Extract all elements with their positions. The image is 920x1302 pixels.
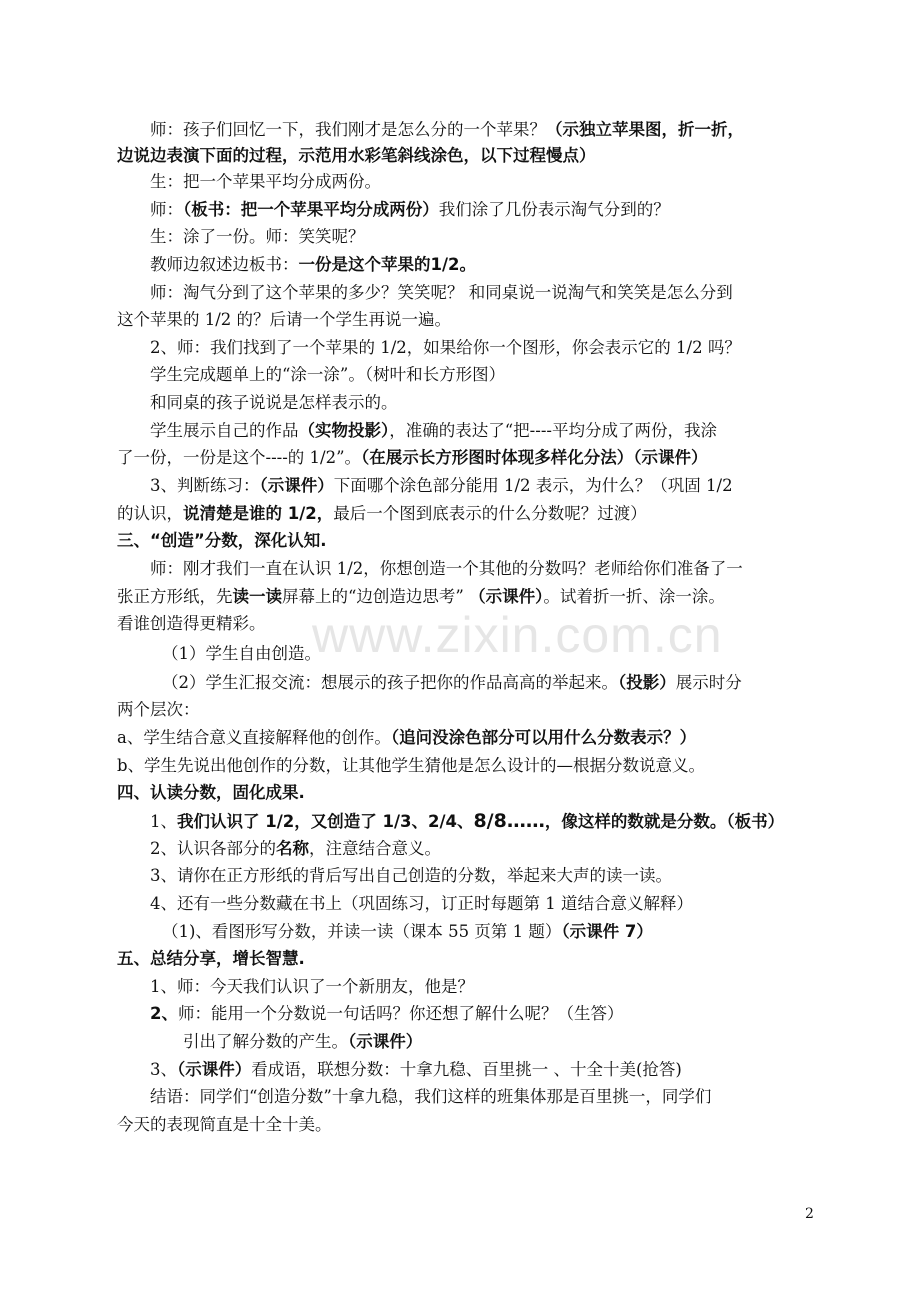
text-line <box>150 974 850 1000</box>
text-span: 师： <box>150 200 183 219</box>
text-span: 生：涂了一份。师：笑笑呢？ <box>150 227 365 246</box>
text-line <box>150 224 850 250</box>
text-line <box>150 117 850 143</box>
bold-span: 2、 <box>150 1004 178 1023</box>
bold-span: （示课件） <box>469 587 544 606</box>
bold-span: 8/8…… <box>473 810 545 832</box>
text-line <box>150 891 850 917</box>
bold-span: 说清楚是谁的 1/2， <box>183 504 334 523</box>
text-line <box>150 280 850 306</box>
bold-span: 我们认识了 1/2，又创造了 1/3、2/4、 <box>177 812 474 831</box>
text-span: 了一份，一份是这个----的 1/2”。 <box>117 448 362 467</box>
text-span: 引出了解分数的产生。 <box>183 1032 348 1051</box>
text-line <box>150 473 850 499</box>
text-span: 3、请你在正方形纸的背后写出自己创造的分数，举起来大声的读一读。 <box>150 866 672 885</box>
text-span: 4、还有一些分数藏在书上（巩固练习，订正时每题第 1 道结合意义解释） <box>150 894 693 913</box>
heading-text: 五、总结分享，增长智慧. <box>117 949 305 968</box>
bold-span: ，像这样的数就是分数。（板书） <box>544 812 785 831</box>
heading-text: 三、“创造”分数，深化认知. <box>117 531 327 550</box>
text-line <box>150 1084 850 1110</box>
text-line <box>150 252 850 278</box>
text-span: 学生完成题单上的“涂一涂”。（树叶和长方形图） <box>150 365 506 384</box>
text-line <box>117 584 817 610</box>
text-span: 屏幕上的“边创造边思考” <box>282 587 470 606</box>
bold-span: （示课件 7） <box>561 922 653 941</box>
text-span: 和同桌的孩子说说是怎样表示的。 <box>150 393 398 412</box>
text-span: 今天的表现简直是十全十美。 <box>117 1115 332 1134</box>
text-span: 看成语，联想分数：十拿九稳、百里挑一 、十全十美(抢答) <box>251 1060 682 1079</box>
text-line <box>150 197 850 223</box>
text-line <box>150 1001 850 1027</box>
bold-span: （实物投影） <box>298 421 390 440</box>
section-heading <box>117 946 817 972</box>
text-span: 这个苹果的 1/2 的？后请一个学生再说一遍。 <box>117 310 452 329</box>
text-line <box>117 307 817 333</box>
text-line <box>117 753 817 779</box>
text-span: 师：能用一个分数说一句话吗？你还想了解什么呢？（生答） <box>177 1004 624 1023</box>
text-span: b、学生先说出他创作的分数，让其他学生猜他是怎么设计的—根据分数说意义。 <box>117 756 706 775</box>
text-line <box>117 611 817 637</box>
text-line <box>162 919 862 945</box>
text-line <box>150 390 850 416</box>
text-span: a、学生结合意义直接解释他的创作。 <box>117 728 391 747</box>
text-span: 结语：同学们“创造分数”十拿九稳，我们这样的班集体那是百里挑一，同学们 <box>150 1087 712 1106</box>
text-line <box>117 143 817 169</box>
bold-span: 读一读 <box>232 587 282 606</box>
section-heading <box>117 528 817 554</box>
bold-span: （示独立苹果图，折一折， <box>546 120 744 139</box>
watermark: www.zixin.com.cn <box>312 607 723 663</box>
page-number: 2 <box>805 1206 814 1222</box>
text-line <box>117 445 817 471</box>
text-line <box>150 808 850 835</box>
text-line <box>162 670 862 696</box>
text-span: 师：淘气分到了这个苹果的多少？笑笑呢？ 和同桌说一说淘气和笑笑是怎么分到 <box>150 283 733 302</box>
text-span: （1）学生自由创造。 <box>162 644 321 663</box>
text-line <box>150 863 850 889</box>
text-span: 2、认识各部分的 <box>150 839 276 858</box>
bold-span: 边说边表演下面的过程，示范用水彩笔斜线涂色，以下过程慢点） <box>117 146 596 165</box>
text-span: 我们涂了几份表示淘气分到的？ <box>438 200 670 219</box>
text-line <box>150 418 850 444</box>
text-line <box>117 725 817 751</box>
text-line <box>150 362 850 388</box>
heading-text: 四、认读分数，固化成果. <box>117 783 305 802</box>
text-line <box>117 1112 817 1138</box>
text-span: 3、判断练习： <box>150 476 260 495</box>
bold-span: （示课件） <box>259 476 334 495</box>
bold-span: 一份是这个苹果的1/2。 <box>298 255 476 274</box>
text-span: （1)、看图形写分数，并读一读（课本 55 页第 1 题） <box>162 922 562 941</box>
text-span: 1、 <box>150 812 177 831</box>
text-span: 张正方形纸，先 <box>117 587 233 606</box>
text-span: 看谁创造得更精彩。 <box>117 614 266 633</box>
text-line <box>150 1057 850 1083</box>
text-span: （2）学生汇报交流：想展示的孩子把你的作品高高的举起来。 <box>162 673 618 692</box>
bold-span: （示课件） <box>348 1032 423 1051</box>
bold-span: （投影） <box>618 673 676 692</box>
text-span: 展示时分 <box>675 673 742 692</box>
text-line <box>150 335 850 361</box>
text-line <box>117 501 817 527</box>
text-span: 。试着折一折、涂一涂。 <box>543 587 725 606</box>
text-span: 最后一个图到底表示的什么分数呢？过渡） <box>333 504 647 523</box>
text-span: 1、师：今天我们认识了一个新朋友，他是？ <box>150 977 474 996</box>
text-line <box>183 1029 883 1055</box>
text-span: 3、 <box>150 1060 177 1079</box>
bold-span: （板书：把一个苹果平均分成两份） <box>183 200 439 219</box>
text-span: 的认识， <box>117 504 183 523</box>
bold-span: （在展示长方形图时体现多样化分法）（示课件） <box>361 448 708 467</box>
text-span: 下面哪个涂色部分能用 1/2 表示，为什么？（巩固 1/2 <box>333 476 733 495</box>
bold-span: （追问没涂色部分可以用什么分数表示？） <box>390 728 697 747</box>
text-span: ，注意结合意义。 <box>309 839 441 858</box>
text-span: 学生展示自己的作品 <box>150 421 299 440</box>
text-span: 师：刚才我们一直在认识 1/2，你想创造一个其他的分数吗？老师给你们准备了一 <box>150 559 743 578</box>
text-span: 师：孩子们回忆一下，我们刚才是怎么分的一个苹果？ <box>150 120 546 139</box>
section-heading <box>117 780 817 806</box>
text-line <box>117 697 817 723</box>
bold-span: 名称 <box>276 839 309 858</box>
text-line <box>150 836 850 862</box>
text-line <box>150 169 850 195</box>
text-span: ，准确的表达了“把----平均分成了两份，我涂 <box>389 421 717 440</box>
text-span: 2、师：我们找到了一个苹果的 1/2，如果给你一个图形，你会表示它的 1/2 吗？ <box>150 338 741 357</box>
text-line <box>150 556 850 582</box>
text-span: 教师边叙述边板书： <box>150 255 299 274</box>
text-span: 两个层次： <box>117 700 200 719</box>
text-line <box>162 641 862 667</box>
text-span: 生：把一个苹果平均分成两份。 <box>150 172 381 191</box>
bold-span: （示课件） <box>177 1060 252 1079</box>
